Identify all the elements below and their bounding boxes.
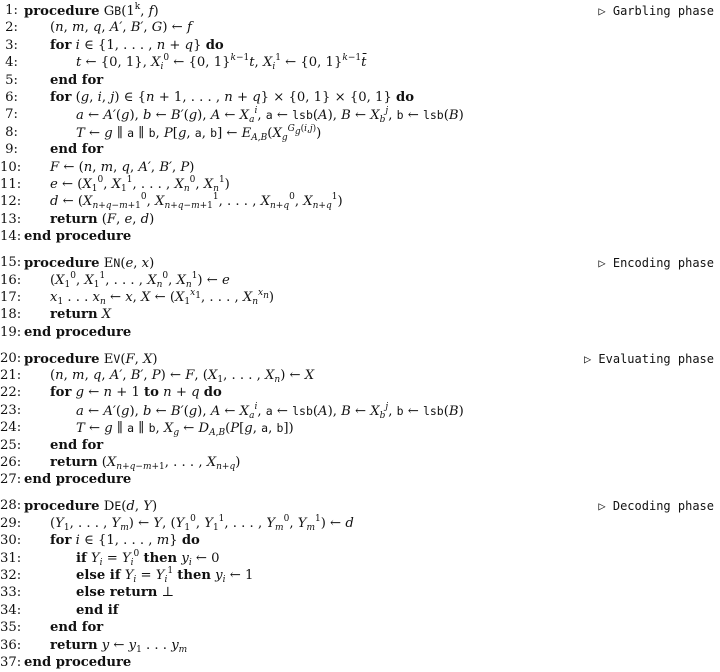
phase-comment: ▷ Evaluating phase bbox=[583, 351, 714, 366]
code-line bbox=[0, 272, 720, 290]
line-code: procedure GB(1$^k$, f) bbox=[24, 2, 159, 19]
line-code: F ← (n, m, q, A′, B′, P) bbox=[50, 159, 195, 175]
line-number: 36: bbox=[0, 637, 22, 653]
line-number: 25: bbox=[0, 437, 22, 453]
line-code: for (g, i, j) ∈ {n + 1, . . . , n + q} × {0, 1} × {0, 1} do bbox=[50, 90, 415, 105]
line-number: 5: bbox=[5, 72, 18, 88]
line-number: 3: bbox=[5, 37, 18, 53]
line-number: 6: bbox=[5, 90, 18, 105]
line-number: 31: bbox=[0, 550, 22, 566]
line-code: a ← A′(g), b ← B′(g), A ← $X_a^i$, a ← lsb(A), B ← $X_b^j$, b ← lsb(B) bbox=[76, 401, 464, 421]
line-number: 19: bbox=[0, 324, 22, 340]
line-code: for g ← n + 1 to n + q do bbox=[50, 385, 222, 401]
line-number: 27: bbox=[0, 472, 22, 488]
code-line bbox=[0, 515, 720, 533]
line-number: 21: bbox=[0, 368, 22, 383]
line-number: 15: bbox=[0, 255, 22, 271]
line-number: 34: bbox=[0, 602, 22, 618]
line-code: for i ∈ {1, . . . , n + q} do bbox=[50, 37, 224, 53]
code-line bbox=[0, 19, 720, 37]
code-line bbox=[0, 211, 720, 229]
line-code: if $Y_i = Y_i^0$ then $y_i$ ← 0 bbox=[76, 548, 220, 568]
line-number: 8: bbox=[5, 124, 18, 140]
code-line bbox=[0, 532, 720, 550]
code-line bbox=[0, 497, 720, 515]
line-number: 4: bbox=[5, 55, 18, 71]
code-line bbox=[0, 228, 720, 246]
code-line bbox=[0, 159, 720, 177]
line-code: else if $Y_i = Y_i^1$ then $y_i$ ← 1 bbox=[76, 565, 254, 585]
code-line bbox=[0, 654, 720, 672]
line-number: 1: bbox=[5, 3, 18, 18]
line-number: 22: bbox=[0, 385, 22, 401]
line-code: a ← A′(g), b ← B′(g), A ← $X_a^i$, a ← lsb(A), B ← $X_b^j$, b ← lsb(B) bbox=[76, 106, 464, 126]
line-code: procedure DE(d, Y) bbox=[24, 499, 158, 515]
line-code: return ($X_{n+q-m+1}$, . . . , $X_{n+q}$) bbox=[50, 455, 241, 472]
line-number: 10: bbox=[0, 159, 22, 175]
line-number: 14: bbox=[0, 229, 22, 245]
code-line bbox=[0, 419, 720, 437]
line-number: 9: bbox=[5, 142, 18, 158]
phase-comment: ▷ Decoding phase bbox=[598, 499, 714, 514]
line-code: end procedure bbox=[24, 654, 132, 670]
line-code: end procedure bbox=[24, 472, 132, 488]
line-number: 18: bbox=[0, 307, 22, 323]
line-code: end procedure bbox=[24, 324, 132, 340]
code-line bbox=[0, 89, 720, 107]
line-number: 37: bbox=[0, 654, 22, 670]
line-code: end if bbox=[76, 602, 119, 618]
line-code: return (F, e, d) bbox=[50, 211, 155, 227]
line-code: d ← ($X_{n+q-m+1}^0$, $X_{n+q-m+1}^1$, . . . , $X_{n+q}^0$, $X_{n+q}^1$) bbox=[50, 192, 343, 212]
line-number: 29: bbox=[0, 515, 22, 531]
code-line bbox=[0, 550, 720, 568]
line-number: 33: bbox=[0, 585, 22, 601]
code-line bbox=[0, 254, 720, 272]
line-code: T ← g ∥ a ∥ b, $X_g$ ← $D_{A,B}(P[g$, a, b]) bbox=[76, 421, 294, 439]
line-code: t ← {0, 1}, $X_i^0$ ← {0, 1}$^{k-1}$t, $X_i^1$ ← {0, 1}$^{k-1}$t̄ bbox=[76, 53, 367, 73]
line-code: return y ← $y_1$ . . . $y_m$ bbox=[50, 637, 188, 655]
code-line bbox=[0, 72, 720, 90]
phase-comment: ▷ Garbling phase bbox=[598, 4, 714, 18]
line-number: 24: bbox=[0, 420, 22, 436]
code-line bbox=[0, 37, 720, 55]
line-number: 11: bbox=[0, 177, 22, 192]
code-line bbox=[0, 324, 720, 342]
line-number: 7: bbox=[5, 107, 18, 123]
line-code: return X bbox=[50, 307, 112, 323]
code-line bbox=[0, 402, 720, 420]
code-line bbox=[0, 567, 720, 585]
code-line bbox=[0, 193, 720, 211]
code-line bbox=[0, 54, 720, 72]
line-code: ($Y_1$, . . . , $Y_m$) ← Y, ($Y_1^0$, $Y_1^1$, . . . , $Y_m^0$, $Y_m^1$) ← d bbox=[50, 513, 354, 533]
code-line bbox=[0, 454, 720, 472]
line-number: 13: bbox=[0, 211, 22, 227]
line-code: e ← ($X_1^0$, $X_1^1$, . . . , $X_n^0$, $X_n^1$) bbox=[50, 175, 230, 194]
line-code: T ← g ∥ a ∥ b, P[g, a, b] ← $E_{A,B}(X_g^{G_g(i,j)})$ bbox=[76, 123, 322, 143]
line-code: end for bbox=[50, 437, 104, 453]
code-line bbox=[0, 141, 720, 159]
code-line bbox=[0, 637, 720, 655]
line-code: procedure EN(e, x) bbox=[24, 256, 155, 272]
line-number: 28: bbox=[0, 498, 22, 514]
code-line bbox=[0, 602, 720, 620]
line-code: end for bbox=[50, 142, 104, 158]
code-line bbox=[0, 289, 720, 307]
line-code: else return ⊥ bbox=[76, 585, 174, 601]
code-line bbox=[0, 350, 720, 368]
line-code: end for bbox=[50, 72, 104, 88]
line-number: 30: bbox=[0, 533, 22, 549]
line-number: 32: bbox=[0, 567, 22, 583]
line-number: 12: bbox=[0, 194, 22, 210]
line-number: 2: bbox=[5, 20, 18, 36]
code-line bbox=[0, 384, 720, 402]
line-code: end procedure bbox=[24, 229, 132, 245]
line-code: end for bbox=[50, 620, 104, 636]
line-number: 20: bbox=[0, 350, 22, 366]
line-number: 26: bbox=[0, 455, 22, 470]
line-code: (n, m, q, A′, B′, P) ← F, ($X_1$, . . . , $X_n$) ← X bbox=[50, 368, 315, 385]
line-number: 17: bbox=[0, 289, 22, 305]
code-line bbox=[0, 619, 720, 637]
code-line bbox=[0, 306, 720, 324]
line-code: ($X_1^0$, $X_1^1$, . . . , $X_n^0$, $X_n^1$) ← e bbox=[50, 270, 230, 290]
code-line bbox=[0, 2, 720, 20]
line-number: 16: bbox=[0, 272, 22, 288]
phase-comment: ▷ Encoding phase bbox=[598, 256, 714, 271]
code-line bbox=[0, 367, 720, 385]
code-line bbox=[0, 584, 720, 602]
line-number: 23: bbox=[0, 402, 22, 418]
line-code: (n, m, q, A′, B′, G) ← f bbox=[50, 20, 192, 36]
line-code: for i ∈ {1, . . . , m} do bbox=[50, 533, 200, 549]
line-code: $x_1$ . . . $x_n$ ← x, X ← ($X_1^{x_1}$, . . . , $X_n^{x_n}$) bbox=[50, 287, 275, 307]
code-line bbox=[0, 176, 720, 194]
line-number: 35: bbox=[0, 620, 22, 636]
line-code: procedure EV(F, X) bbox=[24, 351, 158, 367]
code-line bbox=[0, 471, 720, 489]
code-line bbox=[0, 124, 720, 142]
code-line bbox=[0, 106, 720, 124]
code-line bbox=[0, 437, 720, 455]
